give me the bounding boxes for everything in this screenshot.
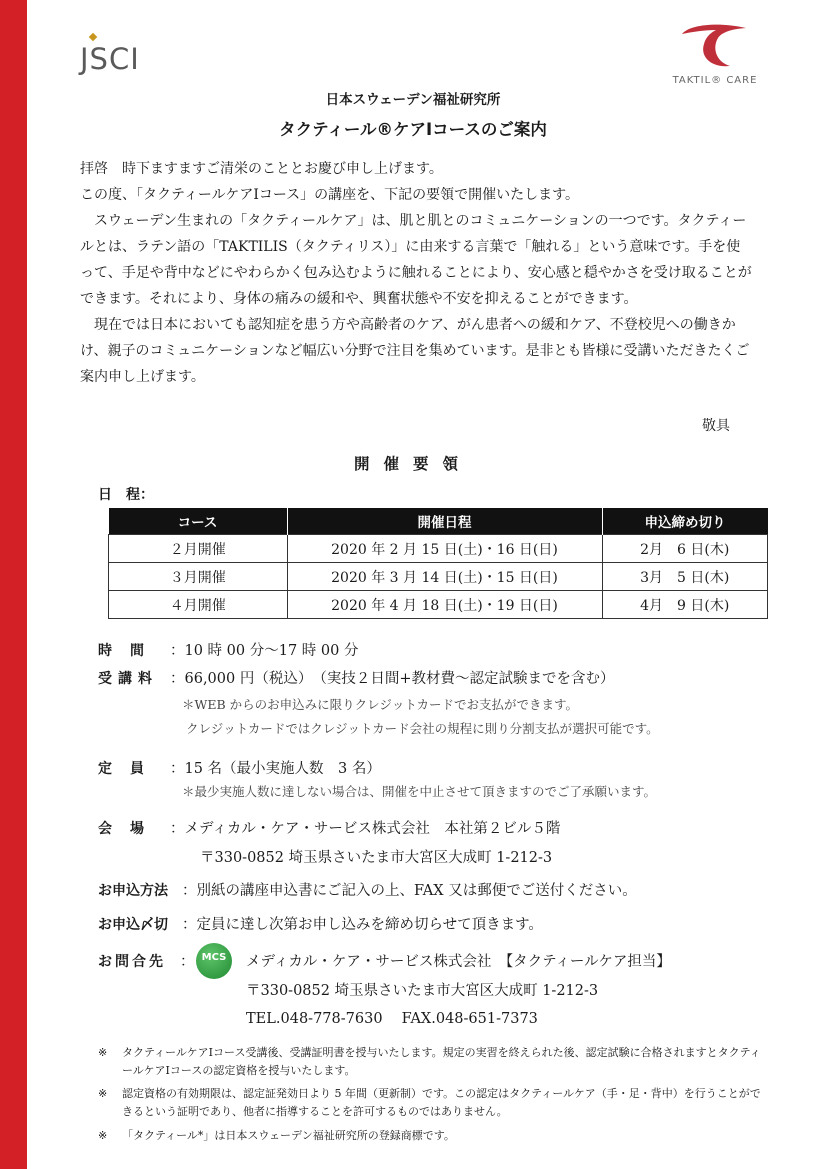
col-header-course: コース — [109, 508, 288, 535]
venue-value: ：メディカル・ケア・サービス株式会社 本社第２ビル５階 — [170, 821, 561, 837]
schedule-table — [108, 508, 768, 619]
cell-course: ２月開催 — [109, 535, 288, 563]
section-heading: 開催要領 — [353, 455, 472, 473]
taktil-care-logo: TAKTIL® CARE — [660, 20, 770, 92]
venue-label: 会 場 — [98, 821, 146, 837]
cell-course: ３月開催 — [109, 563, 288, 591]
intro-line-1: 拝啓 時下ますますご清栄のこととお慶び申し上げます。 — [80, 161, 443, 177]
capacity-value: ：15 名（最小実施人数 3 名） — [170, 761, 381, 777]
intro-line-2: この度、「タクティールケアⅠコース」の講座を、下記の要領で開催いたします。 — [80, 187, 580, 203]
fee-note-1: ＊WEB からのお申込みに限りクレジットカードでお支払ができます。 — [182, 697, 578, 712]
table-row — [109, 563, 768, 591]
cell-deadline: 2月 6 日(木) — [602, 535, 768, 563]
apply-method-value: ：別紙の講座申込書にご記入の上、FAX 又は郵便でご送付ください。 — [182, 883, 637, 899]
cell-course: ４月開催 — [109, 591, 288, 619]
col-header-dates: 開催日程 — [287, 508, 602, 535]
apply-method-label: お申込方法 — [98, 883, 168, 899]
capacity-note: ＊最少実施人数に達しない場合は、開催を中止させて頂きますのでご了承願います。 — [182, 784, 657, 799]
cell-dates: 2020 年 3 月 14 日(土)・15 日(日) — [287, 563, 602, 591]
table-row — [109, 591, 768, 619]
closing-keigu: 敬具 — [702, 418, 730, 434]
gold-diamond-icon — [89, 33, 97, 41]
footnote-1: ※ タクティールケアⅠコース受講後、受講証明書を授与いたします。規定の実習を終えられた後、認定試験に合格されますとタクティールケアⅠコースの認定資格を授与いたします。 — [98, 1046, 761, 1077]
footnote-mark: ※ — [98, 1087, 108, 1100]
fee-label: 受講料 — [98, 671, 158, 687]
footnote-mark: ※ — [98, 1129, 108, 1142]
taktil-logo-icon — [676, 20, 752, 72]
schedule-label: 日 程： — [98, 487, 154, 503]
deadline-label: お申込〆切 — [98, 917, 168, 933]
contact-colon: ： — [180, 954, 195, 970]
page-title: タクティール®ケアⅠコースのご案内 — [279, 120, 547, 139]
cell-deadline: 4月 9 日(木) — [602, 591, 768, 619]
fee-note-2: クレジットカードではクレジットカード会社の規程に則り分割支払が選択可能です。 — [186, 721, 659, 736]
deadline-value: ：定員に達し次第お申し込みを締め切らせて頂きます。 — [182, 917, 543, 933]
col-header-deadline: 申込締め切り — [602, 508, 768, 535]
mcs-logo: MCS — [196, 943, 232, 979]
footnote-mark: ※ — [98, 1046, 108, 1059]
contact-company: メディカル・ケア・サービス株式会社 【タクティールケア担当】 — [246, 954, 671, 970]
venue-address: 〒330-0852 埼玉県さいたま市大宮区大成町 1-212-3 — [200, 850, 553, 866]
organization-name: 日本スウェーデン福祉研究所 — [325, 92, 501, 108]
cell-deadline: 3月 5 日(木) — [602, 563, 768, 591]
footnote-3: ※ 「タクティール*」は日本スウェーデン福祉研究所の登録商標です。 — [98, 1127, 768, 1145]
cell-dates: 2020 年 4 月 18 日(土)・19 日(日) — [287, 591, 602, 619]
intro-paragraph-1: スウェーデン生まれの「タクティールケア」は、肌と肌とのコミュニケーションの一つです。タクティールとは、ラテン語の「TAKTILIS（タクティリス）」に由来する言葉で「触れる」という意味です。手を使って、手足や背中などにやわらかく包み込むように触れることにより、安心感と穏やかさを受け取ることができます。それにより、身体の痛みの緩和や、興奮状態や不安を抑えることができます。 — [80, 213, 752, 307]
jsci-logo: JSCI — [80, 34, 170, 78]
red-side-bar — [0, 0, 27, 1169]
contact-tel-fax: TEL.048-778-7630 FAX.048-651-7373 — [246, 1011, 538, 1027]
contact-address: 〒330-0852 埼玉県さいたま市大宮区大成町 1-212-3 — [246, 983, 599, 999]
capacity-label: 定 員 — [98, 761, 146, 777]
time-label: 時 間 — [98, 643, 146, 659]
time-value: ：10 時 00 分～17 時 00 分 — [170, 643, 359, 659]
table-row — [109, 535, 768, 563]
contact-label: お問合先 — [98, 954, 166, 970]
cell-dates: 2020 年 2 月 15 日(土)・16 日(日) — [287, 535, 602, 563]
intro-paragraph-2: 現在では日本においても認知症を患う方や高齢者のケア、がん患者への緩和ケア、不登校児への働きかけ、親子のコミュニケーションなど幅広い分野で注目を集めています。是非とも皆様に受講いただきたくご案内申し上げます。 — [80, 317, 750, 385]
fee-value: ：66,000 円（税込） （実技２日間+教材費～認定試験までを含む） — [170, 671, 615, 687]
footnote-2: ※ 認定資格の有効期限は、認定証発効日より 5 年間（更新制）です。この認定はタクティールケア（手・足・背中）を行うことができるという証明であり、他者に指導することを許可するものではありません。 — [98, 1087, 761, 1118]
table-header-row — [109, 508, 768, 535]
intro-text — [80, 156, 752, 390]
